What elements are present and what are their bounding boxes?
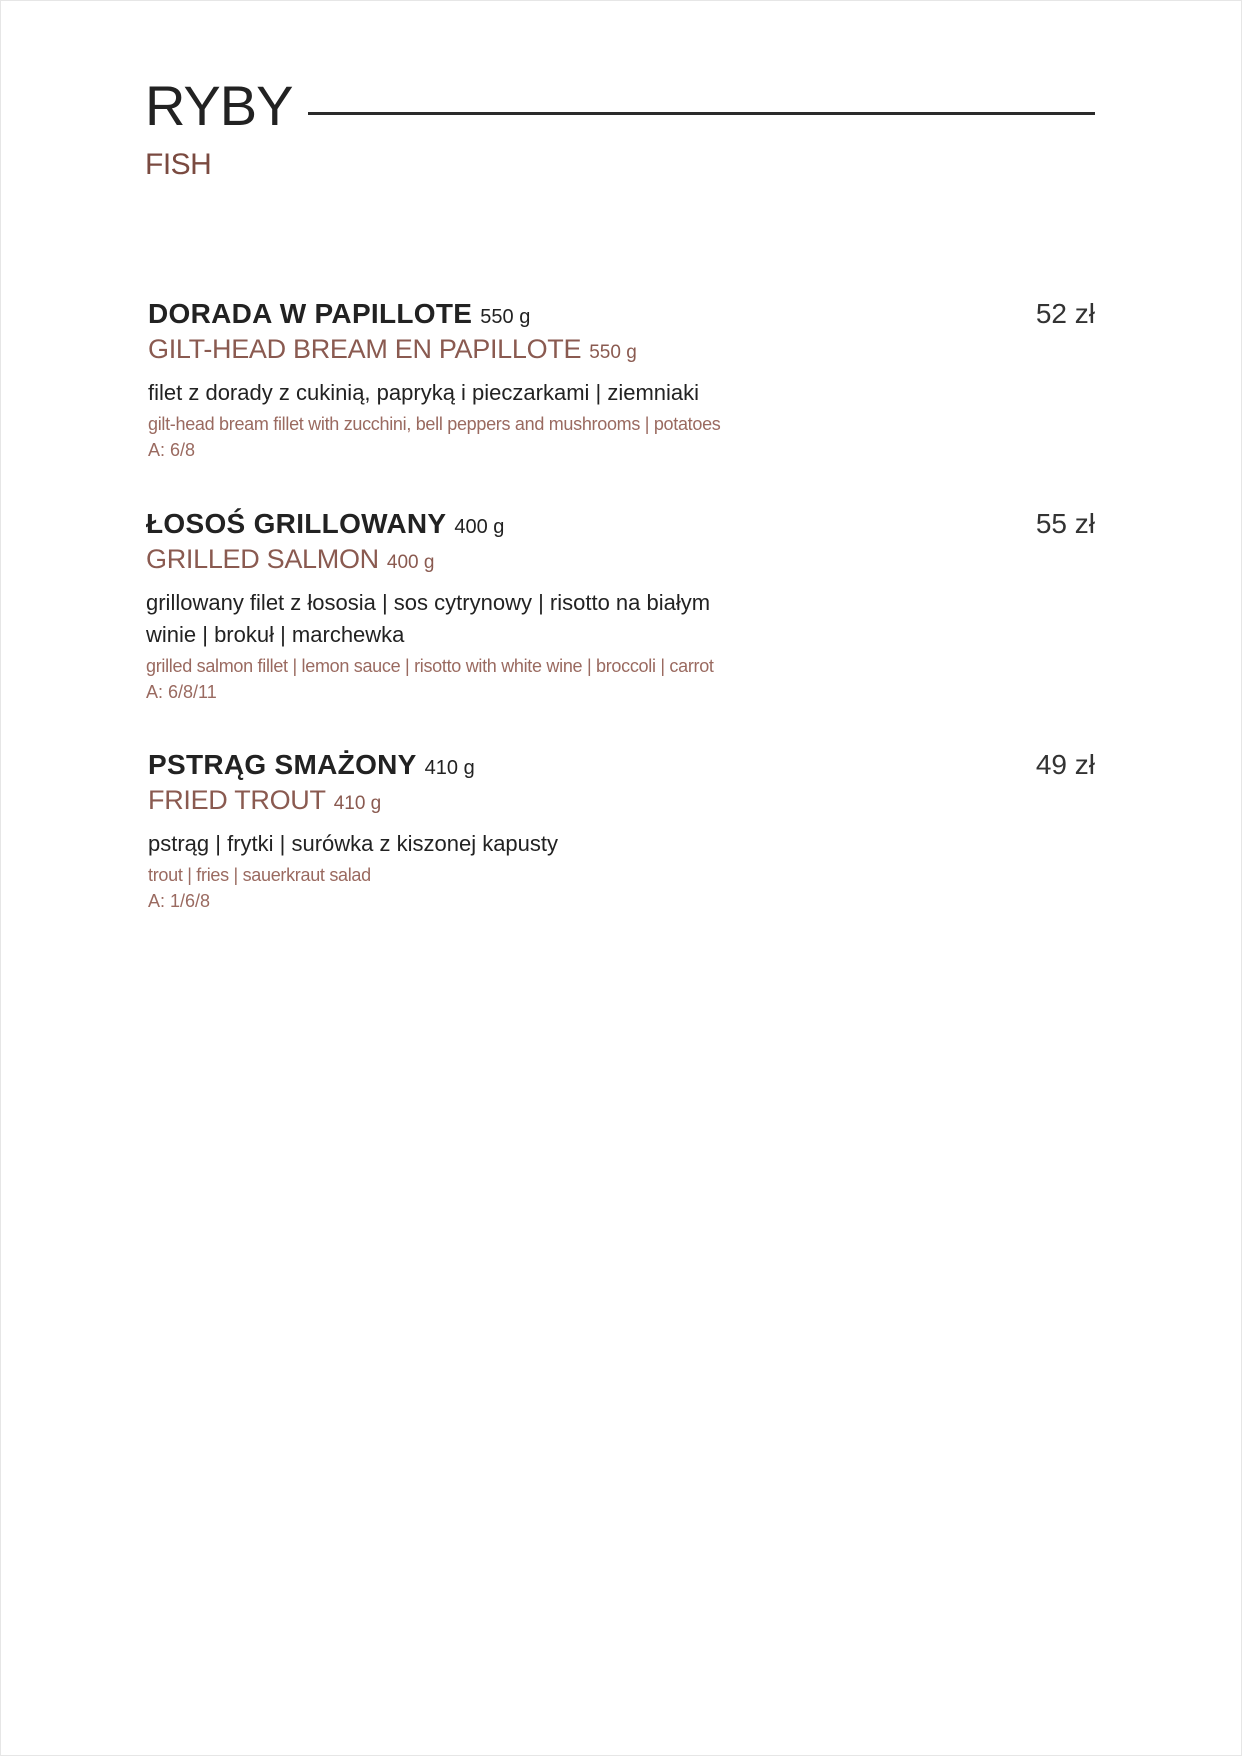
dish-name-en: GILT-HEAD BREAM EN PAPILLOTE xyxy=(148,334,582,364)
section-subtitle: FISH xyxy=(145,148,212,181)
dish-name-en-row xyxy=(146,544,1096,575)
dish-description-en: grilled salmon fillet | lemon sauce | risotto with white wine | broccoli | carrot xyxy=(146,656,714,676)
dish-description-pl: pstrąg | frytki | surówka z kiszonej kapusty xyxy=(148,831,559,856)
dish-price: 55 zł xyxy=(1035,508,1095,539)
menu-item xyxy=(148,749,1098,914)
dish-name-en-row xyxy=(148,334,1098,365)
dish-allergens: A: 6/8 xyxy=(148,440,196,460)
dish-name-row xyxy=(148,298,1098,330)
dish-weight-pl: 550 g xyxy=(480,306,531,328)
dish-weight-en: 410 g xyxy=(333,793,382,814)
dish-description-pl: filet z dorady z cukinią, papryką i pieczarkami | ziemniaki xyxy=(148,380,700,405)
dish-description-en: trout | fries | sauerkraut salad xyxy=(148,865,371,885)
dish-name-pl: DORADA W PAPILLOTE xyxy=(148,298,473,329)
section-title: RYBY xyxy=(145,74,293,137)
dish-allergens: A: 1/6/8 xyxy=(148,891,211,911)
dish-name-row xyxy=(148,749,1098,781)
dish-name-pl: PSTRĄG SMAŻONY xyxy=(148,749,417,780)
dish-allergens: A: 6/8/11 xyxy=(146,682,217,702)
dish-name-en-row xyxy=(148,785,1098,816)
dish-name-row xyxy=(146,508,1096,540)
section-header xyxy=(145,74,1095,182)
section-title-row xyxy=(145,74,1095,137)
menu-item xyxy=(146,508,1096,705)
dish-weight-pl: 410 g xyxy=(424,757,475,779)
dish-weight-pl: 400 g xyxy=(454,516,505,538)
dish-name-en: FRIED TROUT xyxy=(148,785,326,815)
dish-price: 49 zł xyxy=(1035,749,1095,780)
dish-price: 52 zł xyxy=(1035,298,1095,329)
dish-name-en: GRILLED SALMON xyxy=(146,544,379,574)
menu-item xyxy=(148,298,1098,463)
dish-description-en: gilt-head bream fillet with zucchini, bell peppers and mushrooms | potatoes xyxy=(148,414,721,434)
section-divider xyxy=(308,112,1095,115)
dish-weight-en: 550 g xyxy=(589,342,637,363)
dish-description-pl: grillowany filet z łososia | sos cytrynowy | risotto na białym winie | brokuł | marchewka xyxy=(146,590,711,647)
dish-name-pl: ŁOSOŚ GRILLOWANY xyxy=(146,508,447,539)
dish-weight-en: 400 g xyxy=(386,552,435,573)
